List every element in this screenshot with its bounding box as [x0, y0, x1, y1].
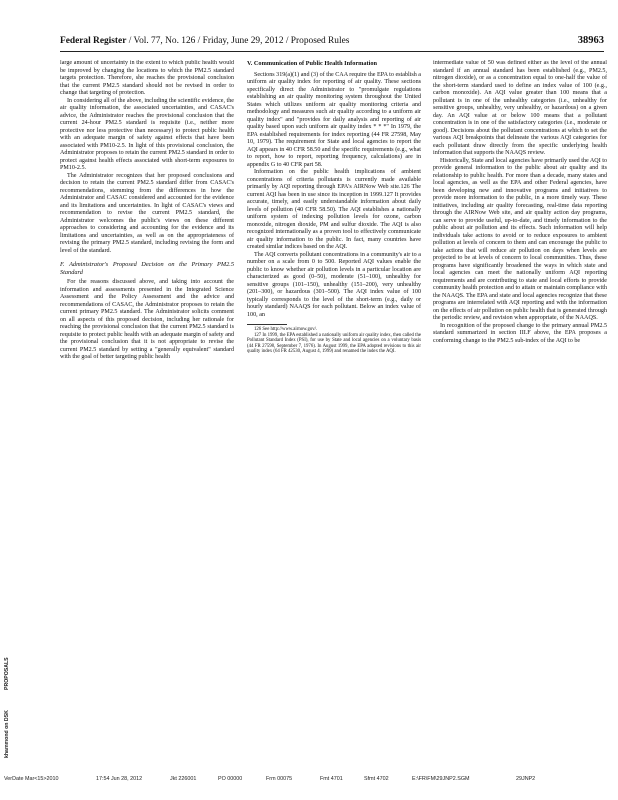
footer-fmt: Fmt 4701 — [320, 776, 343, 782]
footnote-rule — [247, 324, 287, 325]
issue-details: / Vol. 77, No. 126 / Friday, June 29, 2012 / Proposed Rules — [128, 36, 350, 46]
paragraph: The AQI converts pollutant concentrations in a community's air to a number on a scale from 0 to 500. Reported AQI values enable the public to know whether air pollution levels in a particular location are characterized as good (0–50), moderate (51–100), unhealthy for sensitive groups (101–150), unhealthy (151–200), very unhealthy (201–300), or hazardous (301–500). The AQI index value of 100 typically corresponds to the level of the short-term (e.g., daily or hourly standard) NAAQS for each pollutant. Below an index value of 100, an — [247, 251, 421, 318]
footnote: 127 In 1999, the EPA established a nationally uniform air quality index, then called the Pollutant Standard Index (PSI), for use by State and local agencies on a voluntary basis (44 FR 27598, September 7, 1976). In August 1999, the EPA adopted revisions to this air quality index (64 FR 42530, August 4, 1999) and renamed the index the AQI. — [247, 332, 421, 355]
paragraph: Information on the public health implications of ambient concentrations of criteria pollutants is currently made available primarily by AQI reporting through EPA's AIRNow Web site.126 The current AQI has been in use since its inception in 1999.127 It provides accurate, timely, and easily understandable information about daily levels of pollution (40 CFR 58.50). The AQI establishes a nationally uniform system of indexing pollution levels for ozone, carbon monoxide, nitrogen dioxide, PM and sulfur dioxide. The AQI is also recognized internationally as a proven tool to effectively communicate air quality information to the public. In fact, many countries have created similar indices based on the AQI. — [247, 169, 421, 250]
page-header — [60, 34, 604, 48]
footnote: 126 See http://www.airnow.gov/. — [254, 327, 318, 332]
footer-frm: Frm 00075 — [266, 776, 293, 782]
page-footer — [4, 774, 614, 784]
paragraph: For the reasons discussed above, and taking into account the information and assessments presented in the Integrated Science Assessment and the Policy Assessment and the advice and recommendations of CASAC, the Administrator proposes to retain the current primary PM2.5 standard. The Administrator solicits comment on all aspects of this proposed decision, including her rationale for reaching the provisional conclusion that the current PM2.5 standard is requisite to protect public health with an adequate margin of safety and the provisional conclusion that it is not appropriate to revise the current PM2.5 standard by setting a "generally equivalent" standard with the goal of better targeting public health — [60, 279, 234, 360]
paragraph: Sections 319(a)(1) and (3) of the CAA require the EPA to establish a uniform air quality index for reporting of air quality. These sections specifically direct the Administrator to "promulgate regulations establishing an air quality monitoring system throughout the United States which utilizes uniform air quality monitoring criteria and methodology and measures such air quality according to a uniform air quality index" and "provides for daily analysis and reporting of air quality based upon such uniform air quality index * * *" In 1979, the EPA established requirements for index reporting (44 FR 27598, May 10, 1979). The requirement for State and local agencies to report the AQI appears in 40 CFR 58.50 and the specific requirements (e.g., what to report, how to report, reporting frequency, calculations) are in appendix G to 40 CFR part 58. — [247, 71, 421, 168]
footer-file: E:\FR\FM\29JNP2.SGM — [412, 776, 470, 782]
margin-stamp-line: khammond on DSK — [4, 710, 10, 758]
publication-name: Federal Register — [60, 36, 127, 46]
column-3 — [433, 60, 607, 736]
paragraph: large amount of uncertainty in the extent to which public health would be improved by changing the locations to which the PM2.5 standard targets protection. Therefore, she reaches the provisional conclusion that the current PM2.5 standard should not be revised in order to change that targeting of protection. — [60, 60, 234, 96]
section-heading: F. Administrator's Proposed Decision on the Primary PM2.5 Standard — [60, 261, 234, 276]
column-2 — [247, 60, 421, 736]
page-number: 38963 — [577, 35, 604, 46]
paragraph: Historically, State and local agencies have primarily used the AQI to provide general information to the public about air quality and its relationship to public health. For more than a decade, many states and local agencies, as well as the EPA and other Federal agencies, have been developing new and innovative programs and initiatives to provide more information to the public, in a more timely way. These initiatives, including air quality forecasting, real-time data reporting through the AIRNow Web site, and air quality action day programs, can serve to provide useful, up-to-date, and timely information to the public about air pollution and its effects. Such information will help individuals take actions to avoid or to reduce exposures to ambient pollution at levels of concern to them and can encourage the public to take actions that will reduce air pollution on days when levels are projected to be at levels of concern to local communities. Thus, these programs have significantly broadened the ways in which state and local agencies can meet the nationally uniform AQI reporting requirements and are contributing to state and local efforts to provide community health protection and to attain or maintain compliance with the NAAQS. The EPA and state and local agencies recognize that these programs are interrelated with AQI reporting and with the information on the effects of air pollution on public health that is generated through the periodic review, and revision when appropriate, of the NAAQS. — [433, 157, 607, 321]
footer-verdate: VerDate Mar<15>2010 — [4, 776, 59, 782]
paragraph: In considering all of the above, including the scientific evidence, the air quality information, the associated uncertainties, and CASAC's advice, the Administrator reaches the provisional conclusion that the current 24-hour PM2.5 standard is requisite (i.e., neither more protective nor less protective than necessary) to protect public health with an adequate margin of safety against effects that have been associated with PM10-2.5. In light of this provisional conclusion, the Administrator proposes to retain the current PM2.5 standard in order to protect against health effects associated with short-term exposures to PM10-2.5. — [60, 97, 234, 171]
footer-jkt: Jkt 226001 — [170, 776, 197, 782]
section-heading: V. Communication of Public Health Information — [247, 60, 378, 67]
margin-stamp-line: PROPOSALS — [4, 657, 10, 690]
footer-sfmt: Sfmt 4702 — [364, 776, 389, 782]
paragraph: intermediate value of 50 was defined either as the level of the annual standard if an annual standard has been established (e.g., PM2.5, nitrogen dioxide), or as a concentration equal to one-half the value of the short-term standard used to define an index value of 100 (e.g., carbon monoxide). An AQI value greater than 100 means that a pollutant is in one of the unhealthy categories (i.e., unhealthy for sensitive groups, unhealthy, very unhealthy, or hazardous) on a given day. An AQI value at or below 100 means that a pollutant concentration is in one of the satisfactory categories (i.e., moderate or good). Decisions about the pollutant concentrations at which to set the various AQI breakpoints that delineate the various AQI categories for each pollutant draw directly from the specific underlying health information that supports the NAAQS review. — [433, 60, 607, 156]
header-rule — [60, 51, 604, 52]
paragraph: The Administrator recognizes that her proposed conclusions and decision to retain the current PM2.5 standard differ from CASAC's recommendations, stemming from the differences in how the Administrator and CASAC considered and accounted for the evidence and its limitations and uncertainties. In light of CASAC's views and recommendation to revise the current PM2.5 standard, the Administrator welcomes the public's views on these different approaches to considering and accounting for the evidence and its limitations and uncertainties, as well as on the appropriateness of revising the primary PM2.5 standard, including revising the form and level of the standard. — [60, 172, 234, 254]
footer-po: PO 00000 — [218, 776, 243, 782]
footer-time: 17:54 Jun 28, 2012 — [96, 776, 143, 782]
margin-stamp — [4, 640, 18, 760]
paragraph: In recognition of the proposed change to the primary annual PM2.5 standard summarized in section III.F above, the EPA proposes a conforming change to the PM2.5 sub-index of the AQI to be — [433, 322, 607, 344]
footer-code: 29JNP2 — [516, 776, 536, 782]
column-1 — [60, 60, 234, 736]
